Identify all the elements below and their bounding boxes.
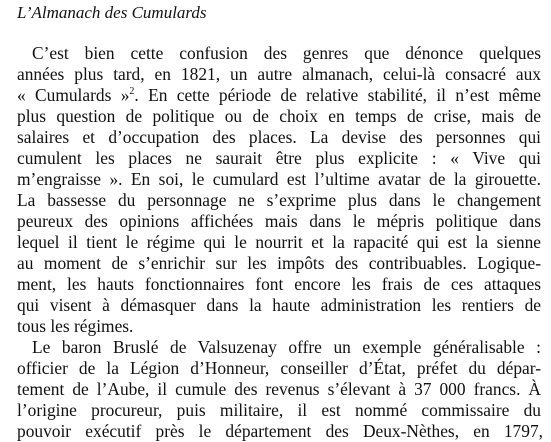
text-line: La bassesse du personnage ne s’exprime plus dans le changement [17,190,541,210]
text-line: lequel il tient le régime qui le nourrit et la rapacité qui est la sienne [17,232,541,252]
text-line: C’est bien cette confusion des genres que dénonce quelques [32,43,541,63]
text-line: tous les régimes. [17,316,134,336]
text-line: peureux des opinions affichées mais dans le mépris politique dans [17,211,541,231]
text-line: tement de l’Aube, il cumule des revenus s’élevant à 37 000 francs. À [17,379,541,399]
text-line: l’origine procureur, puis militaire, il est nommé commissaire du [17,400,541,420]
text-run: . En cette période de relative stabilité, il n’est même [134,85,541,105]
quoted-title: « Cumulards » [17,85,130,105]
text-line: ment, les hauts fonctionnaires font encore les frais de ces attaques [17,274,541,294]
text-line: au moment de s’enrichir sur les impôts des contribuables. Logique- [17,253,541,273]
text-line: qui visent à démasquer dans la haute administration les rentiers de [17,295,541,315]
text-line: plus question de politique ou de choix en temps de crise, mais de [17,106,541,126]
text-line: années plus tard, en 1821, un autre almanach, celui-là consacré aux [17,64,541,84]
text-line: officier de la Légion d’Honneur, conseiller d’État, préfet du dépar- [17,358,541,378]
text-line: salaires et d’occupation des places. La devise des personnes qui [17,127,541,147]
text-line: Le baron Bruslé de Valsuzenay offre un exemple généralisable : [32,337,541,357]
text-line [17,85,541,106]
text-line: pouvoir exécutif près le département des Deux-Nèthes, en 1797, [17,421,543,441]
running-head: L’Almanach des Cumulards [17,3,207,22]
footnote-marker: 2 [129,86,135,98]
text-line: cumulent les places ne saurait être plus explicite : « Vive qui [17,148,541,168]
text-line: m’engraisse ». En soi, le cumulard est l’ultime avatar de la girouette. [17,169,541,189]
